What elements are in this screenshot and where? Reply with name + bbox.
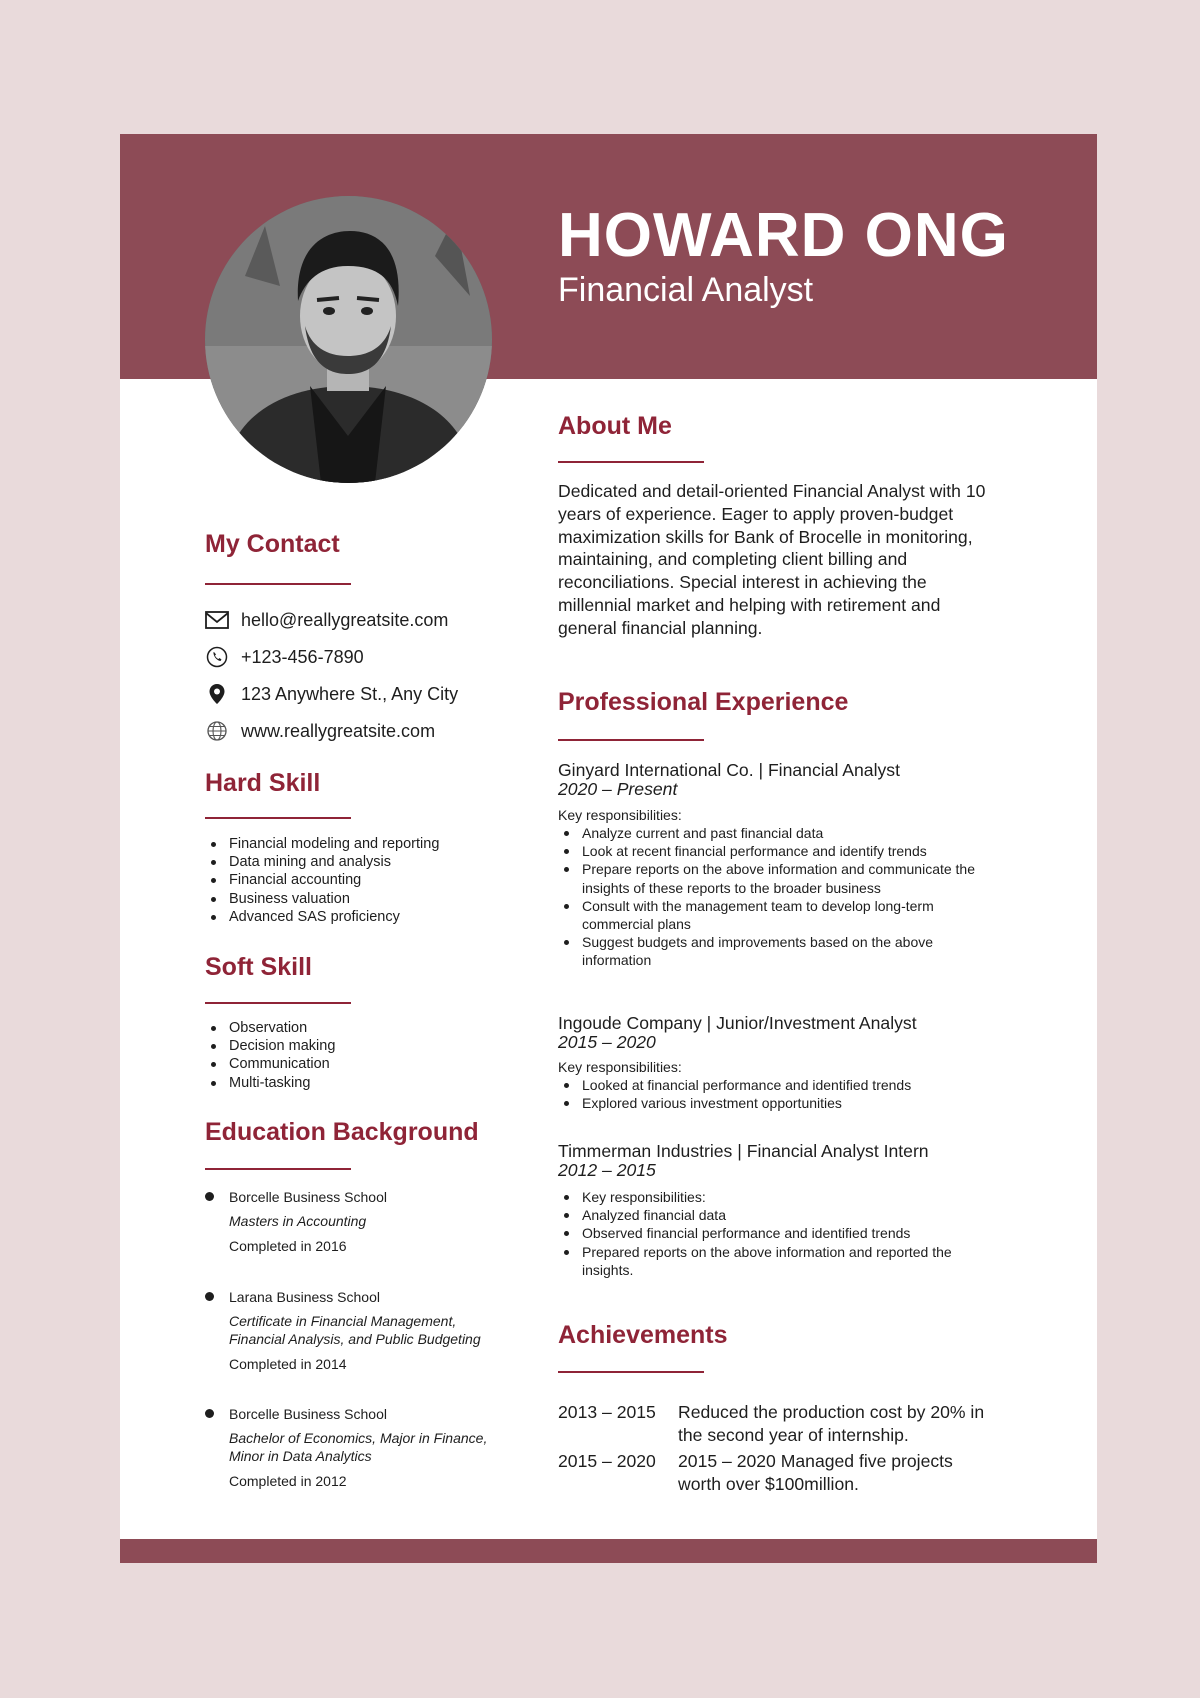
completion: Completed in 2012 bbox=[229, 1473, 347, 1489]
job-dates: 2012 – 2015 bbox=[558, 1160, 656, 1180]
job-dates: 2015 – 2020 bbox=[558, 1032, 656, 1052]
contact-heading: My Contact bbox=[205, 530, 340, 558]
envelope-icon bbox=[205, 608, 229, 632]
contact-address-row bbox=[205, 681, 458, 707]
achievement-line: 2015 – 2020 Managed five projects bbox=[678, 1451, 953, 1471]
list-item-line: Looked at financial performance and identified trends bbox=[582, 1077, 912, 1093]
experience-heading: Professional Experience bbox=[558, 688, 849, 716]
list-item bbox=[558, 933, 975, 969]
contact-website[interactable]: www.reallygreatsite.com bbox=[241, 720, 436, 741]
resume-page bbox=[120, 134, 1097, 1563]
list-item: Advanced SAS proficiency bbox=[205, 908, 439, 926]
list-item bbox=[558, 1094, 911, 1112]
hard-skill-rule bbox=[205, 817, 351, 819]
list-item-line: Suggest budgets and improvements based on the above bbox=[582, 934, 934, 951]
soft-skill-heading: Soft Skill bbox=[205, 953, 312, 981]
list-item bbox=[558, 842, 975, 860]
profile-photo bbox=[205, 196, 492, 483]
achievement-line: Reduced the production cost by 20% in bbox=[678, 1402, 985, 1422]
list-item-line: information bbox=[582, 952, 652, 969]
about-line: millennial market and helping with retirement and bbox=[558, 594, 941, 615]
achievements-rule bbox=[558, 1371, 704, 1373]
completion: Completed in 2014 bbox=[229, 1356, 347, 1372]
degree bbox=[229, 1429, 525, 1465]
list-item bbox=[558, 1206, 952, 1224]
achievements-heading: Achievements bbox=[558, 1321, 728, 1349]
list-item: Data mining and analysis bbox=[205, 853, 439, 871]
achievement-text bbox=[678, 1401, 1028, 1447]
contact-email-row bbox=[205, 607, 448, 633]
list-item-line: Key responsibilities: bbox=[582, 1189, 706, 1205]
list-item-line: Prepare reports on the above information and communicate the bbox=[582, 861, 976, 878]
job-heading: Ingoude Company | Junior/Investment Analyst bbox=[558, 1013, 917, 1033]
education-entry bbox=[205, 1405, 525, 1490]
list-item: Communication bbox=[205, 1055, 335, 1073]
responsibilities-label: Key responsibilities: bbox=[558, 807, 682, 823]
list-item: Decision making bbox=[205, 1037, 335, 1055]
contact-email[interactable]: hello@reallygreatsite.com bbox=[241, 609, 449, 630]
list-item bbox=[558, 860, 975, 896]
list-item: Business valuation bbox=[205, 890, 439, 908]
education-entry bbox=[205, 1188, 525, 1255]
contact-website-row bbox=[205, 718, 435, 744]
degree bbox=[229, 1212, 525, 1230]
job-heading: Timmerman Industries | Financial Analyst Intern bbox=[558, 1141, 929, 1161]
school-name: Borcelle Business School bbox=[229, 1406, 387, 1422]
list-item bbox=[558, 1076, 911, 1094]
list-item-line: insights of these reports to the broader business bbox=[582, 879, 881, 896]
list-item-line: Explored various investment opportunities bbox=[582, 1095, 842, 1112]
contact-rule bbox=[205, 583, 351, 585]
list-item: Multi-tasking bbox=[205, 1074, 335, 1092]
profile-photo-illustration bbox=[205, 196, 492, 483]
about-line: maximization skills for Bank of Brocelle in monitoring, bbox=[558, 526, 973, 547]
footer-band bbox=[120, 1539, 1097, 1563]
school-name: Borcelle Business School bbox=[229, 1189, 387, 1205]
candidate-title: Financial Analyst bbox=[558, 271, 814, 309]
degree-line: Minor in Data Analytics bbox=[229, 1448, 372, 1464]
about-rule bbox=[558, 461, 704, 463]
responsibilities-label: Key responsibilities: bbox=[558, 1059, 682, 1075]
list-item: Financial modeling and reporting bbox=[205, 835, 439, 853]
about-line: years of experience. Eager to apply proven-budget bbox=[558, 503, 954, 524]
hard-skill-heading: Hard Skill bbox=[205, 769, 321, 797]
contact-phone-row bbox=[205, 644, 364, 670]
soft-skill-rule bbox=[205, 1002, 351, 1004]
about-line: reconciliations. Special interest in achieving the bbox=[558, 572, 927, 593]
list-item-line: Analyzed financial data bbox=[582, 1207, 726, 1224]
list-item bbox=[558, 1224, 952, 1242]
globe-icon bbox=[205, 719, 229, 743]
bullet-dot bbox=[205, 1192, 214, 1201]
list-item-line: commercial plans bbox=[582, 916, 691, 933]
degree-line: Certificate in Financial Management, bbox=[229, 1313, 457, 1329]
list-item: Observation bbox=[205, 1019, 335, 1037]
education-entry bbox=[205, 1288, 525, 1373]
about-text bbox=[558, 480, 1028, 640]
contact-phone: +123-456-7890 bbox=[241, 646, 364, 667]
achievement-years: 2015 – 2020 bbox=[558, 1451, 656, 1471]
responsibilities-list bbox=[558, 1076, 911, 1112]
degree-line: Financial Analysis, and Public Budgeting bbox=[229, 1331, 481, 1347]
phone-icon bbox=[205, 645, 229, 669]
achievement-line: the second year of internship. bbox=[678, 1425, 909, 1445]
degree-line: Masters in Accounting bbox=[229, 1213, 367, 1229]
job-heading: Ginyard International Co. | Financial Analyst bbox=[558, 760, 900, 780]
list-item-line: Observed financial performance and identified trends bbox=[582, 1225, 911, 1242]
school-name: Larana Business School bbox=[229, 1289, 380, 1305]
responsibilities-list bbox=[558, 824, 975, 970]
education-heading: Education Background bbox=[205, 1118, 479, 1146]
list-item bbox=[558, 824, 975, 842]
hard-skill-list bbox=[205, 835, 439, 926]
degree-line: Bachelor of Economics, Major in Finance, bbox=[229, 1430, 488, 1446]
list-item-line: insights. bbox=[582, 1261, 634, 1278]
achievement-years: 2013 – 2015 bbox=[558, 1402, 656, 1422]
location-pin-icon bbox=[205, 682, 229, 706]
list-item-line: Analyze current and past financial data bbox=[582, 825, 824, 841]
list-item-line: Look at recent financial performance and identify trends bbox=[582, 843, 927, 860]
job-dates: 2020 – Present bbox=[558, 779, 678, 799]
list-item: Financial accounting bbox=[205, 871, 439, 889]
about-line: Dedicated and detail-oriented Financial Analyst with 10 bbox=[558, 481, 986, 501]
candidate-name: HOWARD ONG bbox=[558, 201, 1009, 270]
bullet-dot bbox=[205, 1409, 214, 1418]
degree bbox=[229, 1312, 525, 1348]
list-item bbox=[558, 897, 975, 933]
soft-skill-list bbox=[205, 1019, 335, 1092]
completion: Completed in 2016 bbox=[229, 1238, 347, 1254]
about-line: general financial planning. bbox=[558, 617, 763, 638]
education-rule bbox=[205, 1168, 351, 1170]
experience-rule bbox=[558, 739, 704, 741]
list-item bbox=[558, 1188, 952, 1206]
achievement-text bbox=[678, 1450, 1028, 1496]
list-item bbox=[558, 1243, 952, 1279]
contact-address: 123 Anywhere St., Any City bbox=[241, 683, 459, 704]
list-item-line: Prepared reports on the above information and reported the bbox=[582, 1243, 952, 1260]
bullet-dot bbox=[205, 1292, 214, 1301]
achievement-line: worth over $100million. bbox=[678, 1474, 859, 1494]
list-item-line: Consult with the management team to develop long-term bbox=[582, 897, 934, 914]
about-heading: About Me bbox=[558, 412, 672, 440]
about-line: maintaining, and completing client billing and bbox=[558, 549, 908, 570]
responsibilities-list bbox=[558, 1188, 952, 1279]
